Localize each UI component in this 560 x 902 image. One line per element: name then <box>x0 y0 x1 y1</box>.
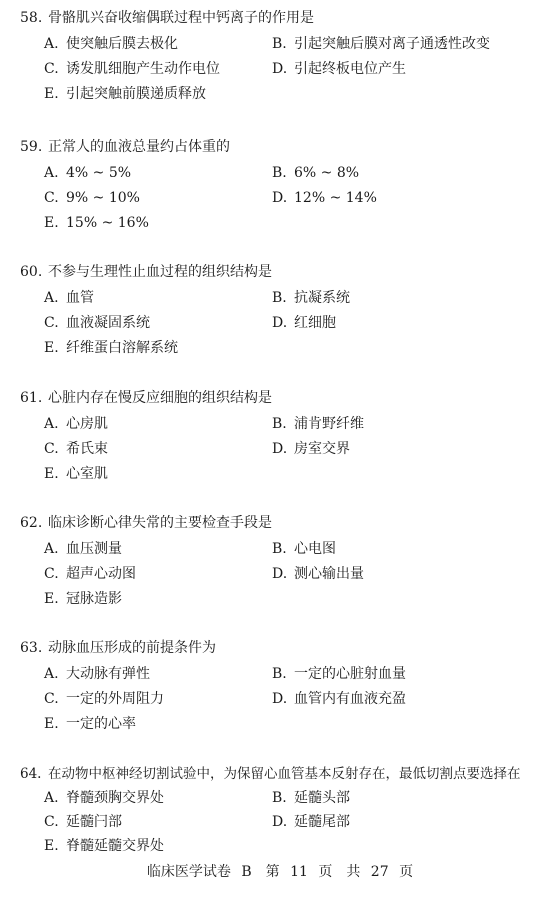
question-stem <box>20 137 230 157</box>
option-a: A. 4% ~ 5% <box>44 165 132 181</box>
option-d: D. 引起终板电位产生 <box>272 61 406 77</box>
option-b: B. 心电图 <box>272 541 336 557</box>
option-c: C. 诱发肌细胞产生动作电位 <box>44 61 220 77</box>
question-number: 64. <box>20 766 42 782</box>
option-d: D. 12% ~ 14% <box>272 190 377 206</box>
option-d: D. 红细胞 <box>272 315 336 331</box>
question-number: 59. <box>20 139 43 155</box>
page-footer: 临床医学试卷 B 第 11 页 共 27 页 <box>146 864 414 880</box>
question-text: 心脏内存在慢反应细胞的组织结构是 <box>48 390 272 406</box>
option-b: B. 引起突触后膜对离子通透性改变 <box>272 36 490 52</box>
question-number: 63. <box>20 640 43 656</box>
option-a: A. 大动脉有弹性 <box>44 666 150 682</box>
question-stem <box>20 8 314 28</box>
option-a: A. 血管 <box>44 290 94 306</box>
option-d: D. 血管内有血液充盈 <box>272 691 406 707</box>
option-e: E. 脊髓延髓交界处 <box>44 838 164 854</box>
option-e: E. 15% ~ 16% <box>44 215 149 231</box>
question-text: 在动物中枢神经切割试验中，为保留心血管基本反射存在，最低切割点要选择在 <box>48 766 521 782</box>
question-stem <box>20 764 521 784</box>
option-c: C. 血液凝固系统 <box>44 315 150 331</box>
option-d: D. 房室交界 <box>272 441 350 457</box>
option-a: A. 心房肌 <box>44 416 108 432</box>
option-b: B. 抗凝系统 <box>272 290 350 306</box>
option-e: E. 心室肌 <box>44 466 108 482</box>
question-stem <box>20 513 272 533</box>
question-number: 62. <box>20 515 43 531</box>
option-a: A. 脊髓颈胸交界处 <box>44 790 164 806</box>
question-text: 正常人的血液总量约占体重的 <box>48 139 230 155</box>
option-d: D. 延髓尾部 <box>272 814 350 830</box>
option-c: C. 9% ~ 10% <box>44 190 140 206</box>
option-e: E. 纤维蛋白溶解系统 <box>44 340 178 356</box>
question-text: 骨骼肌兴奋收缩偶联过程中钙离子的作用是 <box>48 10 314 26</box>
question-number: 60. <box>20 264 43 280</box>
question-stem <box>20 262 272 282</box>
option-b: B. 延髓头部 <box>272 790 350 806</box>
question-text: 临床诊断心律失常的主要检查手段是 <box>48 515 272 531</box>
option-e: E. 引起突触前膜递质释放 <box>44 86 206 102</box>
question-number: 58. <box>20 10 43 26</box>
option-b: B. 6% ~ 8% <box>272 165 360 181</box>
option-c: C. 希氏束 <box>44 441 108 457</box>
option-c: C. 超声心动图 <box>44 566 136 582</box>
option-e: E. 冠脉造影 <box>44 591 122 607</box>
option-b: B. 一定的心脏射血量 <box>272 666 406 682</box>
question-text: 不参与生理性止血过程的组织结构是 <box>48 264 272 280</box>
option-a: A. 使突触后膜去极化 <box>44 36 178 52</box>
option-e: E. 一定的心率 <box>44 716 136 732</box>
option-c: C. 延髓闩部 <box>44 814 122 830</box>
question-number: 61. <box>20 390 43 406</box>
question-stem <box>20 638 216 658</box>
option-b: B. 浦肯野纤维 <box>272 416 364 432</box>
option-d: D. 测心输出量 <box>272 566 364 582</box>
option-c: C. 一定的外周阻力 <box>44 691 164 707</box>
question-stem <box>20 388 272 408</box>
option-a: A. 血压测量 <box>44 541 122 557</box>
question-text: 动脉血压形成的前提条件为 <box>48 640 216 656</box>
